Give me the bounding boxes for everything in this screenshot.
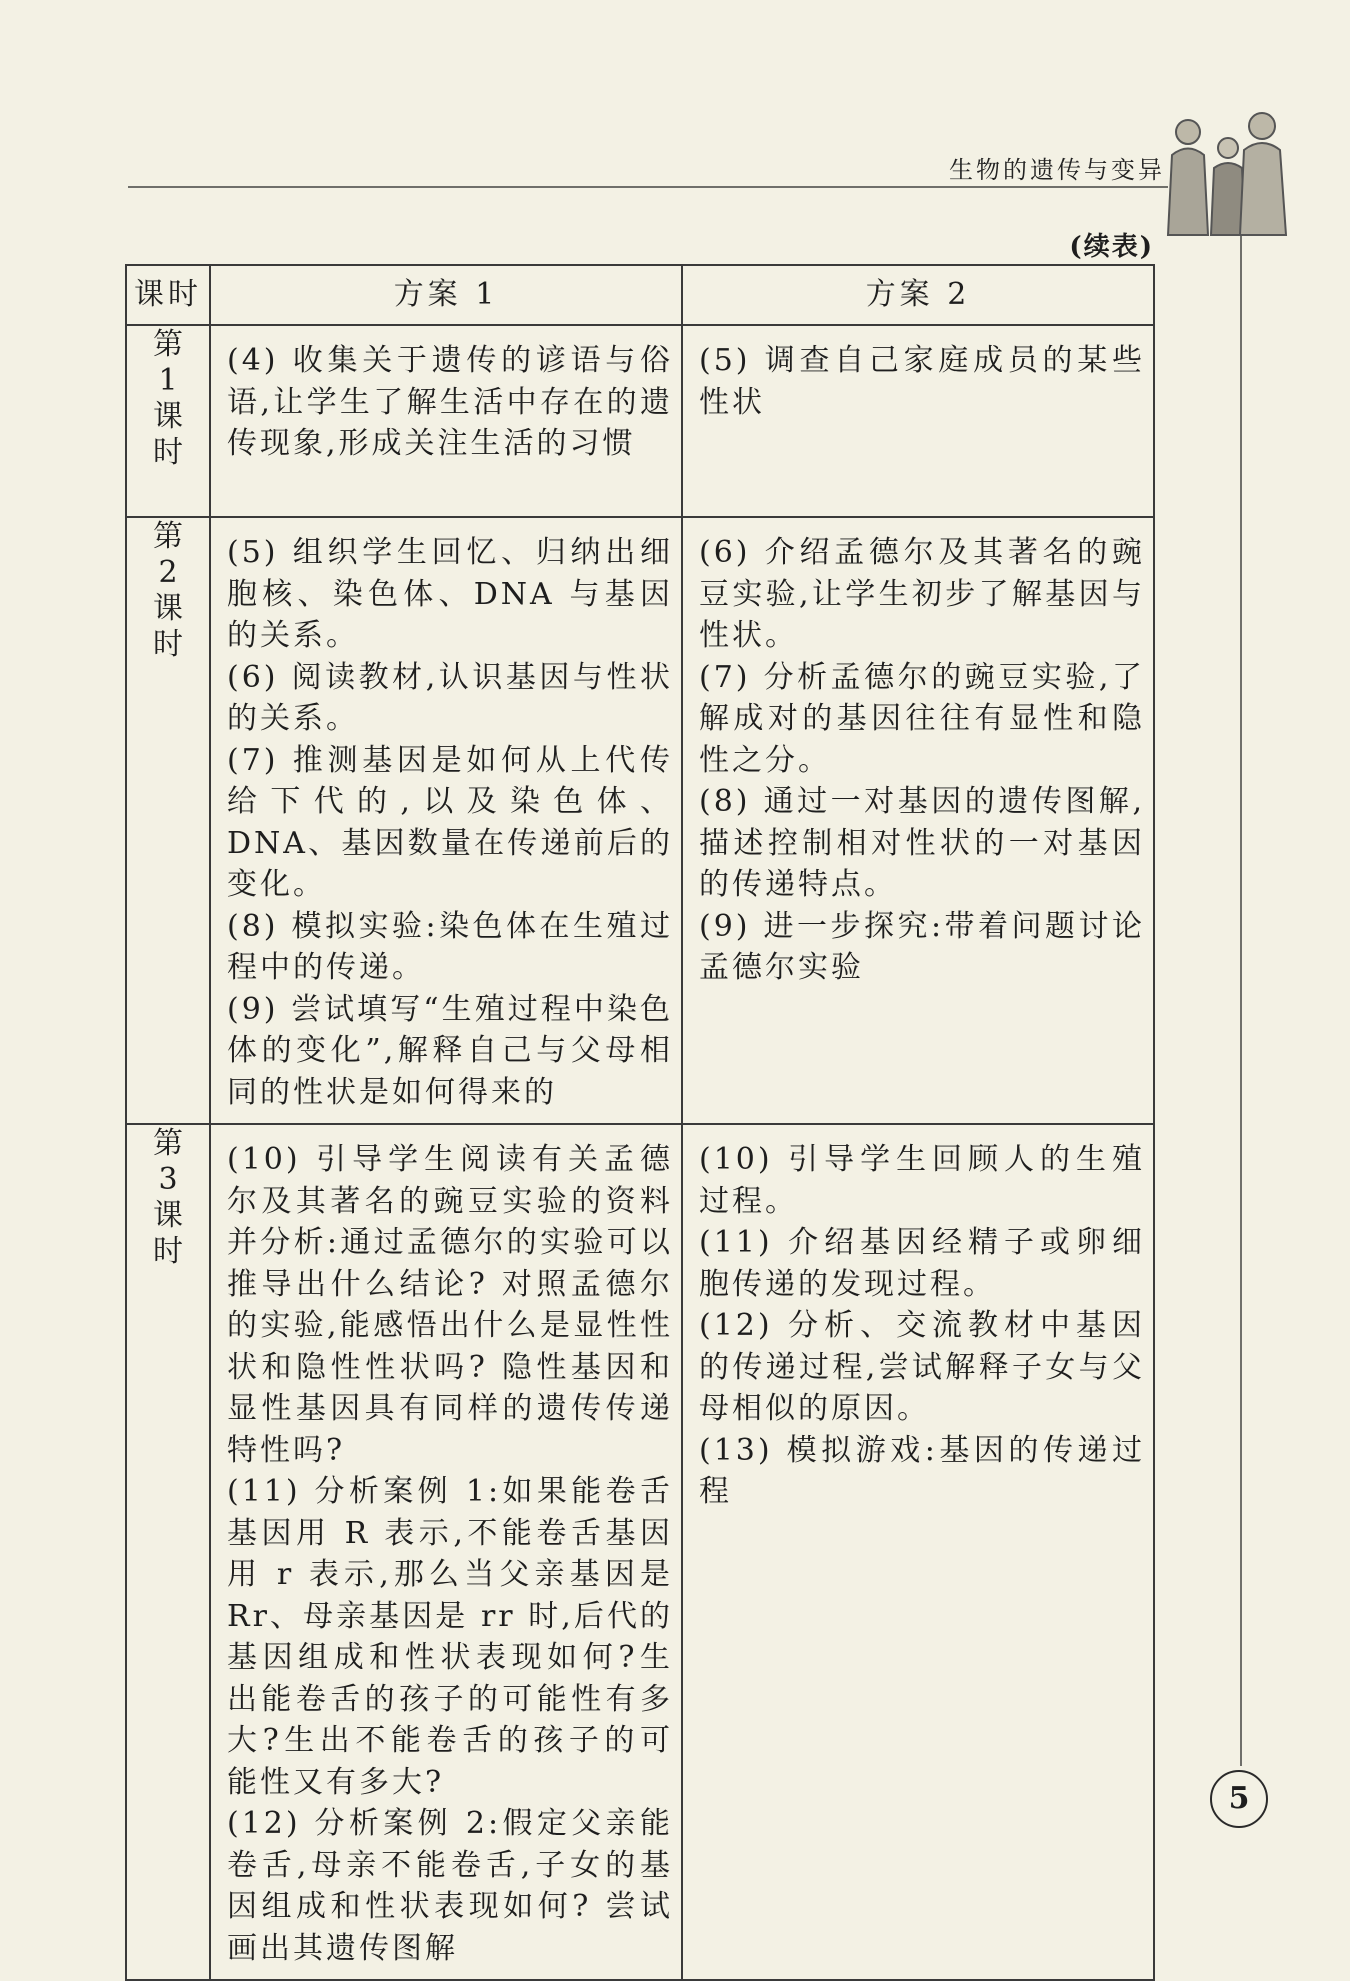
plan-item: (9) 尝试填写“生殖过程中染色体的变化”,解释自己与父母相同的性状是如何得来的 (227, 991, 673, 1110)
plan-item: (8) 模拟实验:染色体在生殖过程中的传递。 (227, 908, 673, 985)
plan-item: (9) 进一步探究:带着问题讨论孟德尔实验 (699, 908, 1145, 985)
continued-label: (续表) (1069, 232, 1154, 262)
plan2-cell (682, 325, 1154, 517)
plan-item: (11) 介绍基因经精子或卵细胞传递的发现过程。 (699, 1225, 1145, 1302)
column-header-plan2: 方案 2 (682, 265, 1154, 325)
plan-item: (11) 分析案例 1:如果能卷舌基因用 R 表示,不能卷舌基因用 r 表示,那么当父亲基因是 Rr、母亲基因是 rr 时,后代的基因组成和性状表现如何?生出能卷舌的孩子的可能性有多大?生出不能卷舌的孩子的可能性又有多大? (227, 1474, 673, 1800)
plan1-cell (210, 325, 682, 517)
plan-item: (7) 分析孟德尔的豌豆实验,了解成对的基因往往有显性和隐性之分。 (699, 659, 1145, 778)
margin-rule (1240, 236, 1242, 1766)
period-cell: 第 3 课 时 (126, 1124, 210, 1980)
column-header-period: 课时 (126, 265, 210, 325)
table-row (126, 1124, 1154, 1980)
table-row (126, 325, 1154, 517)
plan-item: (10) 引导学生阅读有关孟德尔及其著名的豌豆实验的资料并分析:通过孟德尔的实验可以推导出什么结论? 对照孟德尔的实验,能感悟出什么是显性性状和隐性性状吗? 隐性基因和显性基因具有同样的遗传传递特性吗? (227, 1142, 673, 1468)
running-header-title: 生物的遗传与变异 (949, 156, 1165, 184)
lesson-plan-table (125, 264, 1153, 1981)
plan-item: (7) 推测基因是如何从上代传给下代的,以及染色体、DNA、基因数量在传递前后的变化。 (227, 742, 673, 902)
people-illustration-icon (1150, 110, 1290, 240)
plan1-cell (210, 517, 682, 1124)
period-cell: 第 2 课 时 (126, 517, 210, 1124)
page-number: 5 (1210, 1770, 1268, 1828)
plan1-cell (210, 1124, 682, 1980)
header-rule (128, 186, 1168, 188)
period-cell: 第 1 课 时 (126, 325, 210, 517)
plan-item: (5) 调查自己家庭成员的某些性状 (699, 343, 1145, 420)
plan-item: (12) 分析、交流教材中基因的传递过程,尝试解释子女与父母相似的原因。 (699, 1308, 1145, 1426)
plan2-cell (682, 1124, 1154, 1980)
table-row (126, 517, 1154, 1124)
plan2-cell (682, 517, 1154, 1124)
plan-item: (10) 引导学生回顾人的生殖过程。 (699, 1142, 1145, 1219)
column-header-plan1: 方案 1 (210, 265, 682, 325)
plan-item: (6) 介绍孟德尔及其著名的豌豆实验,让学生初步了解基因与性状。 (699, 535, 1145, 653)
plan-item: (12) 分析案例 2:假定父亲能卷舌,母亲不能卷舌,子女的基因组成和性状表现如何? 尝试画出其遗传图解 (227, 1806, 673, 1966)
plan-item: (6) 阅读教材,认识基因与性状的关系。 (227, 659, 673, 736)
table-header-row (126, 265, 1154, 325)
plan-item: (4) 收集关于遗传的谚语与俗语,让学生了解生活中存在的遗传现象,形成关注生活的习惯 (227, 343, 673, 461)
plan-item: (5) 组织学生回忆、归纳出细胞核、染色体、DNA 与基因的关系。 (227, 535, 673, 653)
plan-item: (13) 模拟游戏:基因的传递过程 (699, 1432, 1145, 1509)
plan-item: (8) 通过一对基因的遗传图解,描述控制相对性状的一对基因的传递特点。 (699, 784, 1145, 902)
